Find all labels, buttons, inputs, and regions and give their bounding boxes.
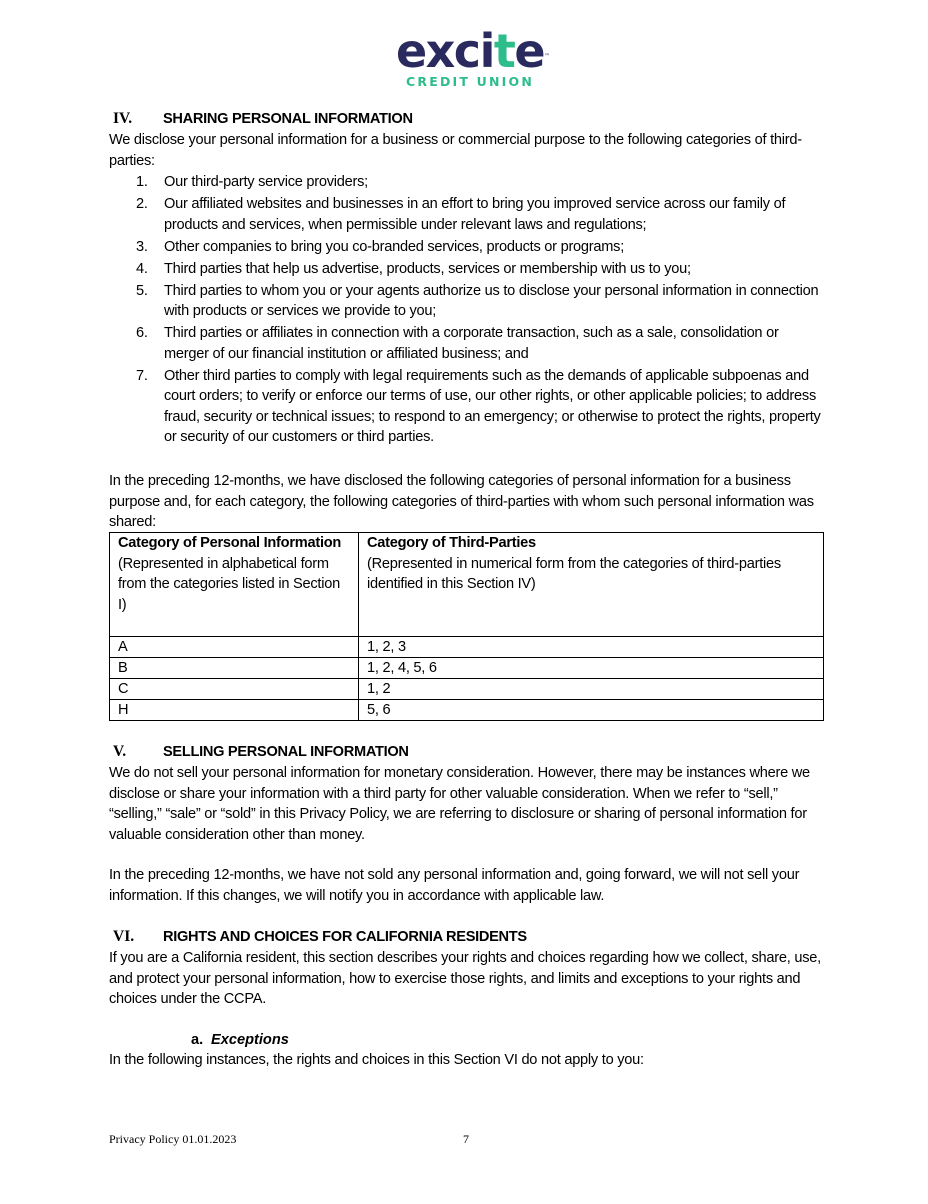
disclosure-table xyxy=(109,532,824,721)
section-number: IV. xyxy=(113,110,133,127)
header-note: (Represented in numerical form from the categories of third-parties identified in this Section IV) xyxy=(367,555,781,593)
section-number: VI. xyxy=(113,928,135,945)
section-number: V. xyxy=(113,743,127,760)
subsection-label: Exceptions xyxy=(211,1032,289,1048)
list-item xyxy=(109,259,825,280)
section-title: SHARING PERSONAL INFORMATION xyxy=(163,111,413,127)
list-number: 6. xyxy=(136,325,148,342)
section-v-paragraph-2: In the preceding 12-months, we have not sold any personal information and, going forward, we will not sell your information. If this changes, we will notify you in accordance with applicable law. xyxy=(109,867,800,904)
section-iv-intro: We disclose your personal information for a business or commercial purpose to the following categories of third-parties: xyxy=(109,132,802,169)
table-row xyxy=(110,658,824,679)
category-cell: H xyxy=(110,700,359,721)
header-cell-third-parties xyxy=(359,533,824,637)
list-number: 5. xyxy=(136,282,148,299)
logo-wordmark xyxy=(395,24,551,78)
third-parties-cell: 1, 2, 3 xyxy=(359,637,824,658)
footer-document-label: Privacy Policy 01.01.2023 xyxy=(109,1132,237,1146)
trademark-symbol: ™ xyxy=(544,53,551,60)
list-text: Other third parties to comply with legal requirements such as the demands of applicable subpoenas and court orders; to verify or enforce our terms of use, our other rights, or other applicable policies; to address fraud, security or technical issues; to respond to an emergency; or otherwise to protect the rights, property or security of our customers or third parties. xyxy=(164,367,821,446)
header-title: Category of Third-Parties xyxy=(367,535,536,551)
category-cell: B xyxy=(110,658,359,679)
subsection-exceptions-heading xyxy=(191,1030,289,1050)
header-note: (Represented in alphabetical form from the categories listed in Section I) xyxy=(118,555,340,613)
list-number: 1. xyxy=(136,174,148,190)
list-item xyxy=(109,323,825,364)
logo-subtitle: CREDIT UNION xyxy=(406,74,534,89)
list-item xyxy=(109,366,825,448)
section-vi-heading xyxy=(113,927,527,947)
list-number: 4. xyxy=(136,260,148,277)
subsection-letter: a. xyxy=(191,1032,204,1048)
table-row xyxy=(110,637,824,658)
section-title: SELLING PERSONAL INFORMATION xyxy=(163,744,409,760)
logo-word-prefix: exci xyxy=(395,24,494,78)
table-row xyxy=(110,700,824,721)
excite-credit-union-logo xyxy=(390,24,551,94)
list-text: Our affiliated websites and businesses in an effort to bring you improved service across our family of products and services, when permissible under relevant laws and regulations; xyxy=(164,195,786,233)
third-party-categories-list xyxy=(109,172,825,448)
table-row xyxy=(110,679,824,700)
list-number: 2. xyxy=(136,195,148,212)
list-item xyxy=(109,172,825,193)
logo-word-accent: t xyxy=(493,24,515,78)
list-text: Our third-party service providers; xyxy=(164,174,368,190)
list-item xyxy=(109,194,825,235)
header-title: Category of Personal Information xyxy=(118,535,342,551)
header-cell-personal-info xyxy=(110,533,359,637)
list-item xyxy=(109,237,825,258)
section-iv-heading xyxy=(113,109,413,129)
exceptions-paragraph: In the following instances, the rights and choices in this Section VI do not apply to you: xyxy=(109,1052,644,1068)
category-cell: A xyxy=(110,637,359,658)
list-text: Third parties or affiliates in connection with a corporate transaction, such as a sale, consolidation or merger of our financial institution or affiliated business; and xyxy=(164,325,779,362)
category-cell: C xyxy=(110,679,359,700)
list-text: Other companies to bring you co-branded services, products or programs; xyxy=(164,238,625,255)
third-parties-cell: 5, 6 xyxy=(359,700,824,721)
list-text: Third parties to whom you or your agents authorize us to disclose your personal information in connection with products or services we provide to you; xyxy=(164,282,819,320)
list-number: 3. xyxy=(136,238,148,255)
section-vi-paragraph: If you are a California resident, this section describes your rights and choices regarding how we collect, share, use, and protect your personal information, how to exercise those rights, and limits and exceptions to your rights and choices under the CCPA. xyxy=(109,950,821,1008)
footer-page-number: 7 xyxy=(463,1132,469,1146)
section-v-paragraph-1: We do not sell your personal information for monetary consideration. However, there may be instances where we disclose or share your information with a third party for other valuable consideration. When we refer to “sell,” “selling,” “sale” or “sold” in this Privacy Policy, we are referring to disclosure or sharing of personal information for valuable consideration other than money. xyxy=(109,765,810,843)
third-parties-cell: 1, 2, 4, 5, 6 xyxy=(359,658,824,679)
list-number: 7. xyxy=(136,367,148,384)
table-header-row xyxy=(110,533,824,637)
list-text: Third parties that help us advertise, products, services or membership with us to you; xyxy=(164,260,691,277)
section-title: RIGHTS AND CHOICES FOR CALIFORNIA RESIDENTS xyxy=(163,929,527,945)
section-v-heading xyxy=(113,742,409,762)
logo-word-suffix: e xyxy=(514,24,545,78)
list-item xyxy=(109,281,825,322)
third-parties-cell: 1, 2 xyxy=(359,679,824,700)
disclosure-paragraph: In the preceding 12-months, we have disclosed the following categories of personal information for a business purpose and, for each category, the following categories of third-parties with whom such personal information was shared: xyxy=(109,473,814,531)
